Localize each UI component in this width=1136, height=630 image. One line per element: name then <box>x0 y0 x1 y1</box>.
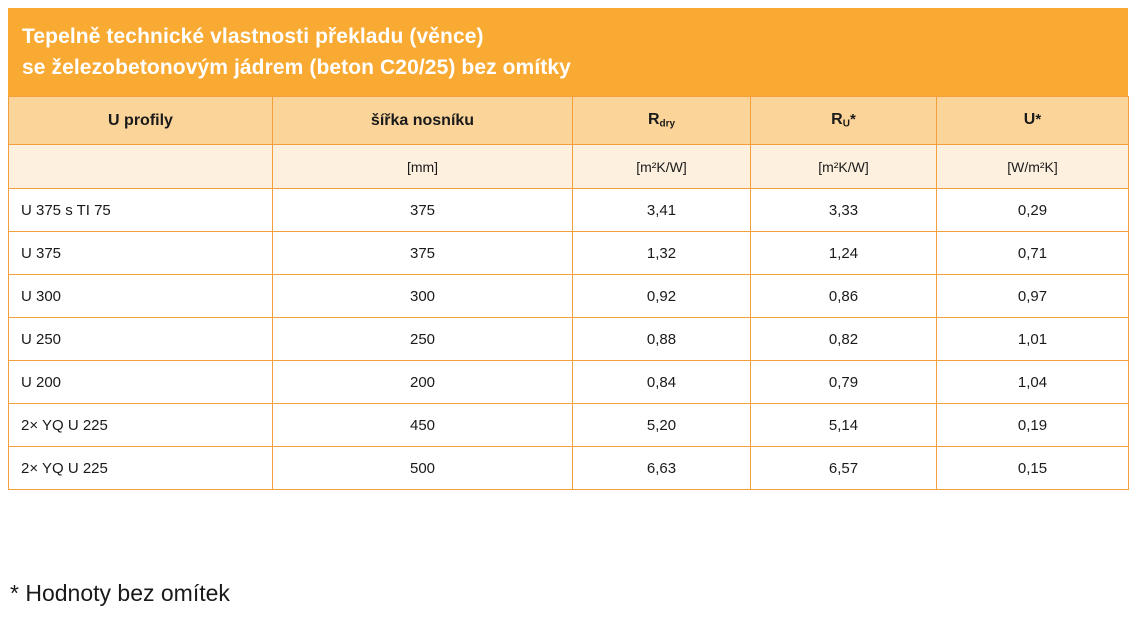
table-footnote: * Hodnoty bez omítek <box>10 580 230 606</box>
cell-u: 1,04 <box>937 361 1129 404</box>
table-row <box>9 189 1129 232</box>
cell-u: 0,71 <box>937 232 1129 275</box>
cell-u: 0,15 <box>937 447 1129 490</box>
header-cell-ru <box>751 97 937 145</box>
cell-ru: 0,79 <box>751 361 937 404</box>
header-label-rdry: R <box>647 111 660 129</box>
table-row <box>9 404 1129 447</box>
cell-width: 375 <box>273 232 573 275</box>
unit-cell-profile <box>9 145 273 189</box>
unit-cell-rdry: [m²K/W] <box>573 145 751 189</box>
table-units-row <box>9 145 1129 189</box>
header-star-ru: * <box>849 111 856 129</box>
header-cell-profile <box>9 97 273 145</box>
table-title-banner <box>8 8 1128 96</box>
cell-ru: 5,14 <box>751 404 937 447</box>
table-row <box>9 275 1129 318</box>
unit-cell-u: [W/m²K] <box>937 145 1129 189</box>
header-cell-rdry <box>573 97 751 145</box>
cell-profile: U 375 <box>9 232 273 275</box>
unit-cell-width: [mm] <box>273 145 573 189</box>
cell-ru: 3,33 <box>751 189 937 232</box>
cell-rdry: 0,84 <box>573 361 751 404</box>
table-row <box>9 318 1129 361</box>
cell-rdry: 6,63 <box>573 447 751 490</box>
cell-width: 300 <box>273 275 573 318</box>
cell-profile: 2× YQ U 225 <box>9 404 273 447</box>
cell-ru: 1,24 <box>751 232 937 275</box>
header-label-ru: R <box>831 111 843 129</box>
cell-profile: U 250 <box>9 318 273 361</box>
cell-rdry: 0,88 <box>573 318 751 361</box>
cell-ru: 6,57 <box>751 447 937 490</box>
header-label-u: U <box>1023 111 1036 129</box>
cell-u: 1,01 <box>937 318 1129 361</box>
cell-width: 200 <box>273 361 573 404</box>
cell-u: 0,97 <box>937 275 1129 318</box>
header-label-profile: U profily <box>108 111 173 129</box>
header-cell-u <box>937 97 1129 145</box>
header-sub-rdry: dry <box>659 118 676 130</box>
cell-width: 250 <box>273 318 573 361</box>
cell-rdry: 1,32 <box>573 232 751 275</box>
table-header-row <box>9 97 1129 145</box>
header-star-u: * <box>1035 111 1042 129</box>
cell-profile: U 300 <box>9 275 273 318</box>
cell-rdry: 3,41 <box>573 189 751 232</box>
table-row <box>9 232 1129 275</box>
unit-cell-ru: [m²K/W] <box>751 145 937 189</box>
table-row <box>9 447 1129 490</box>
cell-width: 450 <box>273 404 573 447</box>
header-label-width: šířka nosníku <box>370 111 475 129</box>
title-line-2: se železobetonovým jádrem (beton C20/25) bez omítky <box>22 56 571 79</box>
cell-ru: 0,82 <box>751 318 937 361</box>
header-cell-width <box>273 97 573 145</box>
table-row <box>9 361 1129 404</box>
cell-profile: U 200 <box>9 361 273 404</box>
properties-table <box>8 96 1129 490</box>
cell-u: 0,19 <box>937 404 1129 447</box>
cell-width: 500 <box>273 447 573 490</box>
header-sub-ru: U <box>842 118 850 130</box>
cell-ru: 0,86 <box>751 275 937 318</box>
cell-rdry: 5,20 <box>573 404 751 447</box>
cell-profile: U 375 s TI 75 <box>9 189 273 232</box>
title-line-1: Tepelně technické vlastnosti překladu (věnce) <box>22 25 484 48</box>
cell-width: 375 <box>273 189 573 232</box>
cell-profile: 2× YQ U 225 <box>9 447 273 490</box>
cell-u: 0,29 <box>937 189 1129 232</box>
cell-rdry: 0,92 <box>573 275 751 318</box>
